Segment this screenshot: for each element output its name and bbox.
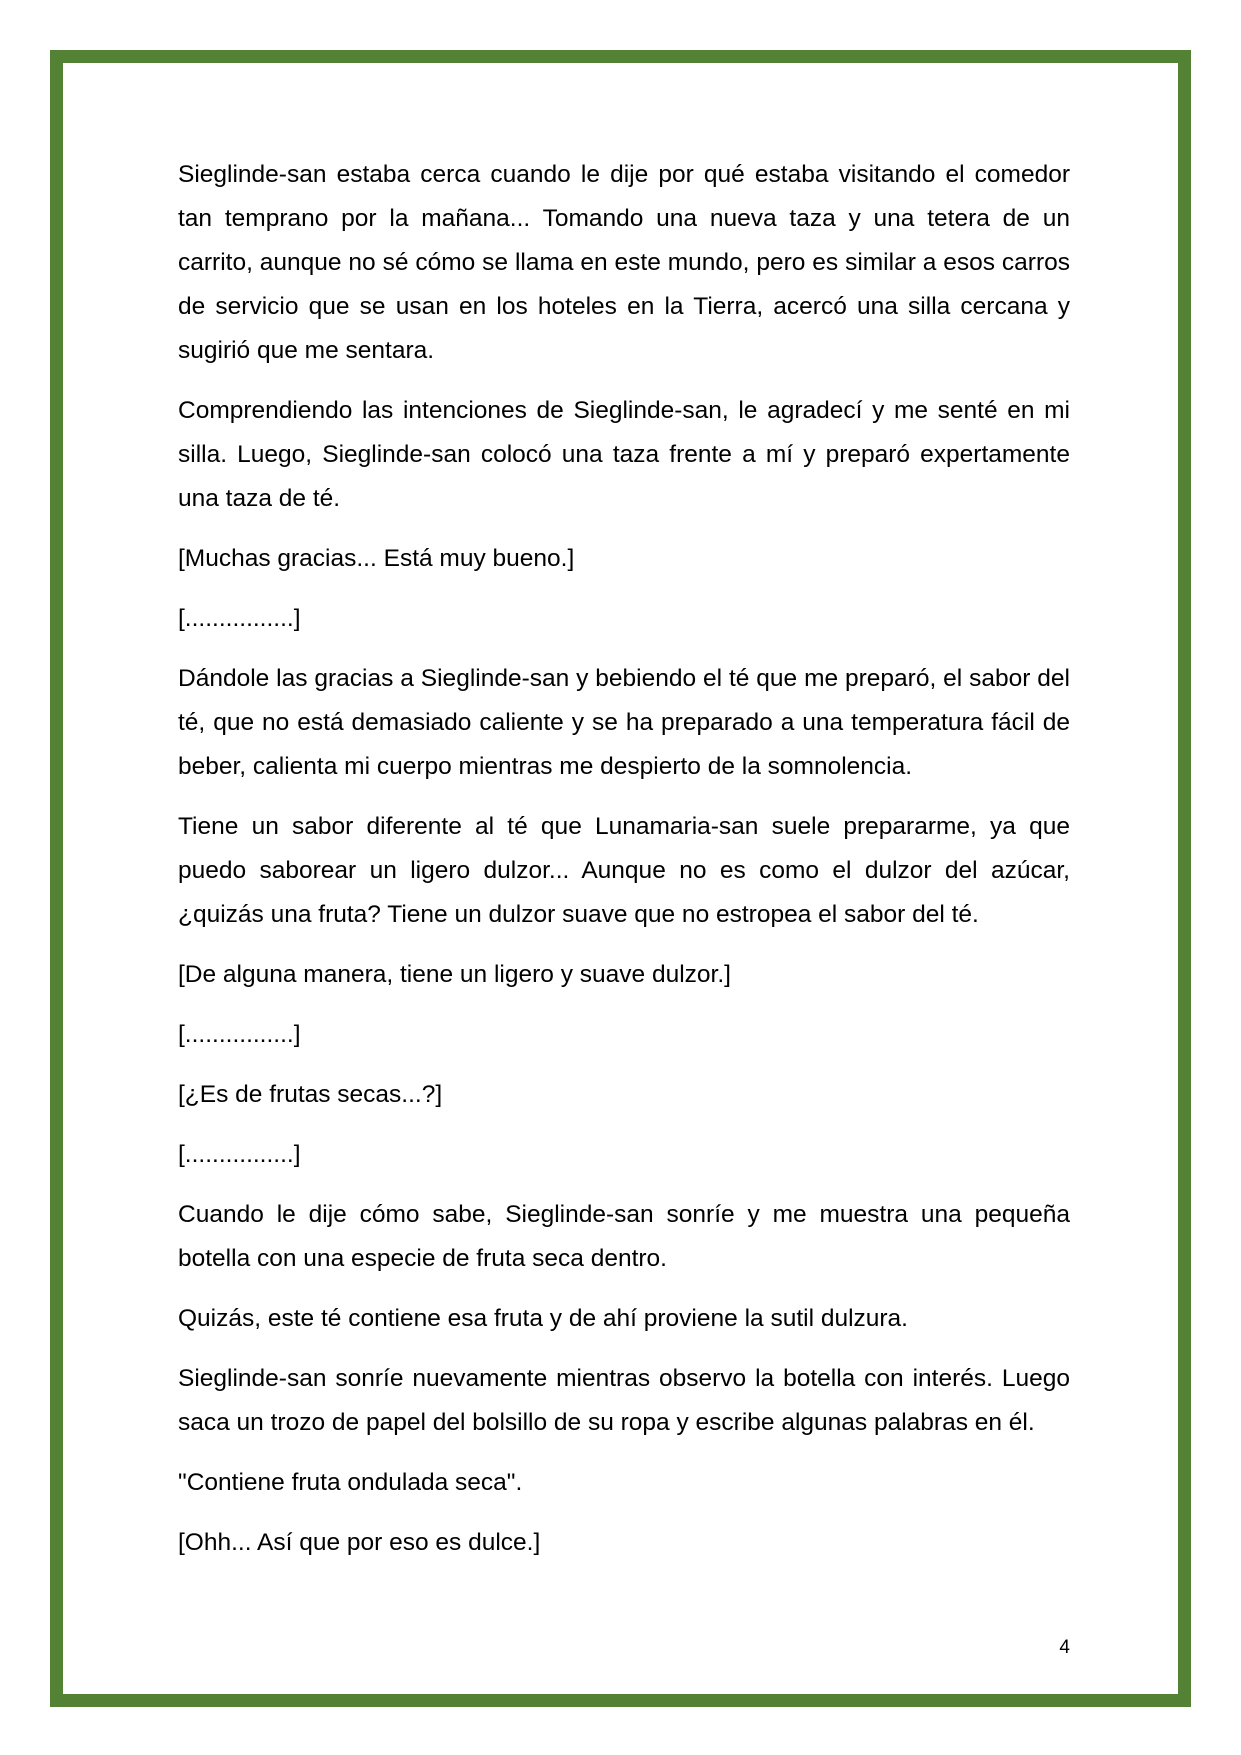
dialogue-line: [¿Es de frutas secas...?] bbox=[178, 1081, 443, 1108]
paragraph: Cuando le dije cómo sabe, Sieglinde-san sonríe y me muestra una pequeña botella con una especie de fruta seca dentro. bbox=[178, 1201, 1070, 1272]
dialogue-line: [................] bbox=[178, 605, 301, 632]
note-line: "Contiene fruta ondulada seca". bbox=[178, 1469, 523, 1496]
dialogue-line: [................] bbox=[178, 1021, 301, 1048]
page-number: 4 bbox=[1059, 1637, 1070, 1658]
dialogue-line: [................] bbox=[178, 1141, 301, 1168]
paragraph: Sieglinde-san estaba cerca cuando le dije por qué estaba visitando el comedor tan temprano por la mañana... Tomando una nueva taza y una tetera de un carrito, aunque no sé cómo se llama en este mundo, pero es similar a esos carros de servicio que se usan en los hoteles en la Tierra, acercó una silla cercana y sugirió que me sentara. bbox=[178, 161, 1070, 364]
paragraph: Dándole las gracias a Sieglinde-san y bebiendo el té que me preparó, el sabor del té, que no está demasiado caliente y se ha preparado a una temperatura fácil de beber, calienta mi cuerpo mientras me despierto de la somnolencia. bbox=[178, 665, 1070, 780]
paragraph: Tiene un sabor diferente al té que Lunamaria-san suele prepararme, ya que puedo saborear un ligero dulzor... Aunque no es como el dulzor del azúcar, ¿quizás una fruta? Tiene un dulzor suave que no estropea el sabor del té. bbox=[178, 813, 1070, 928]
dialogue-line: [Muchas gracias... Está muy bueno.] bbox=[178, 545, 575, 572]
dialogue-line: [De alguna manera, tiene un ligero y suave dulzor.] bbox=[178, 961, 731, 988]
paragraph: Comprendiendo las intenciones de Sieglinde-san, le agradecí y me senté en mi silla. Luego, Sieglinde-san colocó una taza frente a mí y preparó expertamente una taza de té. bbox=[178, 397, 1070, 512]
paragraph: Sieglinde-san sonríe nuevamente mientras observo la botella con interés. Luego saca un trozo de papel del bolsillo de su ropa y escribe algunas palabras en él. bbox=[178, 1365, 1070, 1436]
dialogue-line: [Ohh... Así que por eso es dulce.] bbox=[178, 1529, 541, 1556]
document-body bbox=[178, 153, 1070, 1581]
paragraph: Quizás, este té contiene esa fruta y de ahí proviene la sutil dulzura. bbox=[178, 1305, 908, 1332]
